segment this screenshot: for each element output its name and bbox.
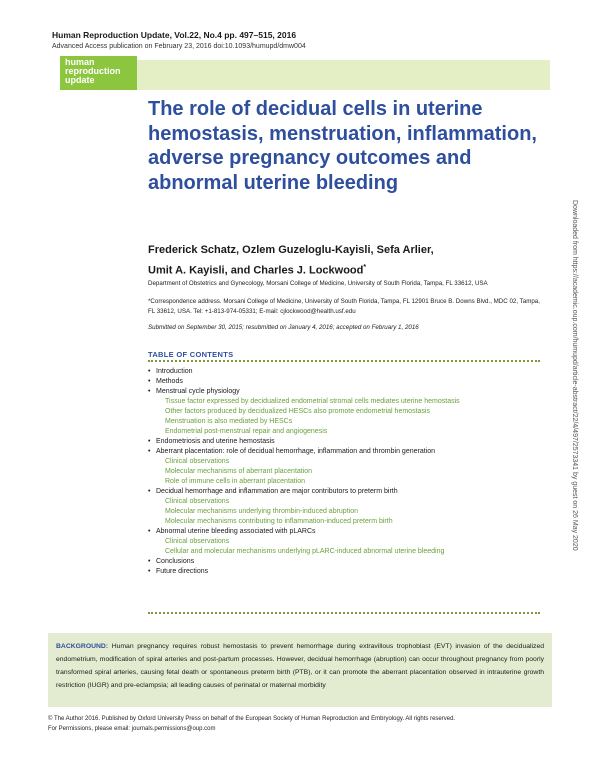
- toc-subsection-link[interactable]: Menstruation is also mediated by HESCs: [165, 418, 293, 425]
- toc-subsection-link[interactable]: Cellular and molecular mechanisms underlying pLARC-induced abnormal uterine bleeding: [165, 548, 445, 555]
- toc-section-link[interactable]: • Introduction: [148, 367, 543, 377]
- abstract-text: Human pregnancy requires robust hemostasis to prevent hemorrhage during extravillous trophoblast (EVT) invasion of the decidualized endometrium, modification of spiral arteries and post-partum processes. However, decidual hemorrhage (abruption) can occur throughout pregnancy from poorly transformed spiral arteries, causing fetal death or spontaneous preterm birth (PTB), or it can promote the aberrant placentation observed in intrauterine growth restriction (IUGR) and pre-eclampsia; all leading causes of perinatal or maternal morbidity: [56, 643, 545, 689]
- submission-dates: Submitted on September 30, 2015; resubmitted on January 4, 2016; accepted on February 1, 2016: [148, 324, 419, 331]
- journal-logo: [60, 56, 137, 90]
- toc-subsection-link[interactable]: Clinical observations: [165, 538, 230, 545]
- toc-subsection-link[interactable]: Molecular mechanisms underlying thrombin-induced abruption: [165, 508, 358, 515]
- logo-line-1: human: [65, 57, 95, 67]
- journal-banner: [137, 60, 550, 90]
- table-of-contents: [148, 367, 543, 577]
- toc-subsection-link[interactable]: Tissue factor expressed by decidualized endometrial stromal cells mediates uterine hemostasis: [165, 398, 460, 405]
- correspondence-address: *Correspondence address. Morsani College of Medicine, University of South Florida, Tampa, FL 12901 Bruce B. Downs Blvd., MDC 02, Tampa, FL 33612, USA. Tel: +1-813-974-05331; E-mail: cjlockwood@health.usf.edu: [148, 298, 540, 315]
- abstract-box: [48, 633, 552, 707]
- toc-subsection-link[interactable]: Other factors produced by decidualized HESCs also promote endometrial hemostasis: [165, 408, 430, 415]
- permissions-line: For Permissions, please email: journals.permissions@oup.com: [48, 726, 216, 732]
- affiliation: Department of Obstetrics and Gynecology, Morsani College of Medicine, University of South Florida, Tampa, FL 33612, USA: [148, 280, 488, 287]
- toc-section-link[interactable]: • Endometriosis and uterine hemostasis: [148, 437, 543, 447]
- toc-bottom-divider: [148, 612, 540, 614]
- toc-section-link[interactable]: • Aberrant placentation: role of decidual hemorrhage, inflammation and thrombin generation: [148, 447, 543, 457]
- toc-section-link[interactable]: • Conclusions: [148, 557, 543, 567]
- copyright-line: © The Author 2016. Published by Oxford University Press on behalf of the European Society of Human Reproduction and Embryology. All rights reserved.: [48, 716, 456, 722]
- toc-subsection-link[interactable]: Molecular mechanisms of aberrant placentation: [165, 468, 313, 475]
- journal-citation: Human Reproduction Update, Vol.22, No.4 pp. 497–515, 2016: [52, 30, 297, 40]
- logo-line-2: reproduction: [65, 66, 121, 76]
- author-list: [148, 242, 538, 280]
- logo-line-3: update: [65, 75, 95, 85]
- author-line-1: Frederick Schatz, Ozlem Guzeloglu-Kayisli, Sefa Arlier,: [148, 244, 434, 256]
- toc-subsection-link[interactable]: Endometrial post-menstrual repair and angiogenesis: [165, 428, 328, 435]
- abstract-paragraph: [56, 640, 544, 692]
- toc-section-link[interactable]: • Methods: [148, 377, 543, 387]
- corresponding-mark: *: [363, 264, 367, 271]
- toc-section-link[interactable]: • Menstrual cycle physiology: [148, 387, 543, 397]
- toc-section-link[interactable]: • Abnormal uterine bleeding associated with pLARCs: [148, 527, 543, 537]
- download-side-note: Downloaded from https://academic.oup.com/humupd/article-abstract/22/4/497/2573341 by guest on 26 May 2020: [571, 200, 578, 551]
- access-doi-line: Advanced Access publication on February 23, 2016 doi:10.1093/humupd/dmw004: [52, 43, 306, 50]
- toc-subsection-link[interactable]: Clinical observations: [165, 498, 230, 505]
- toc-subsection-link[interactable]: Molecular mechanisms contributing to inflammation-induced preterm birth: [165, 518, 393, 525]
- toc-section-link[interactable]: • Decidual hemorrhage and inflammation are major contributors to preterm birth: [148, 487, 543, 497]
- toc-section-link[interactable]: • Future directions: [148, 567, 543, 577]
- toc-subsection-link[interactable]: Clinical observations: [165, 458, 230, 465]
- toc-top-divider: [148, 360, 540, 362]
- article-title: The role of decidual cells in uterine hemostasis, menstruation, inflammation, adverse pregnancy outcomes and abnormal uterine bleeding: [148, 98, 537, 194]
- footer: [48, 714, 455, 734]
- toc-subsection-link[interactable]: Role of immune cells in aberrant placentation: [165, 478, 306, 485]
- toc-heading: TABLE OF CONTENTS: [148, 350, 234, 359]
- author-line-2-text: Umit A. Kayisli, and Charles J. Lockwood: [148, 264, 364, 277]
- abstract-label: BACKGROUND:: [56, 643, 109, 650]
- author-line-2: [148, 259, 538, 280]
